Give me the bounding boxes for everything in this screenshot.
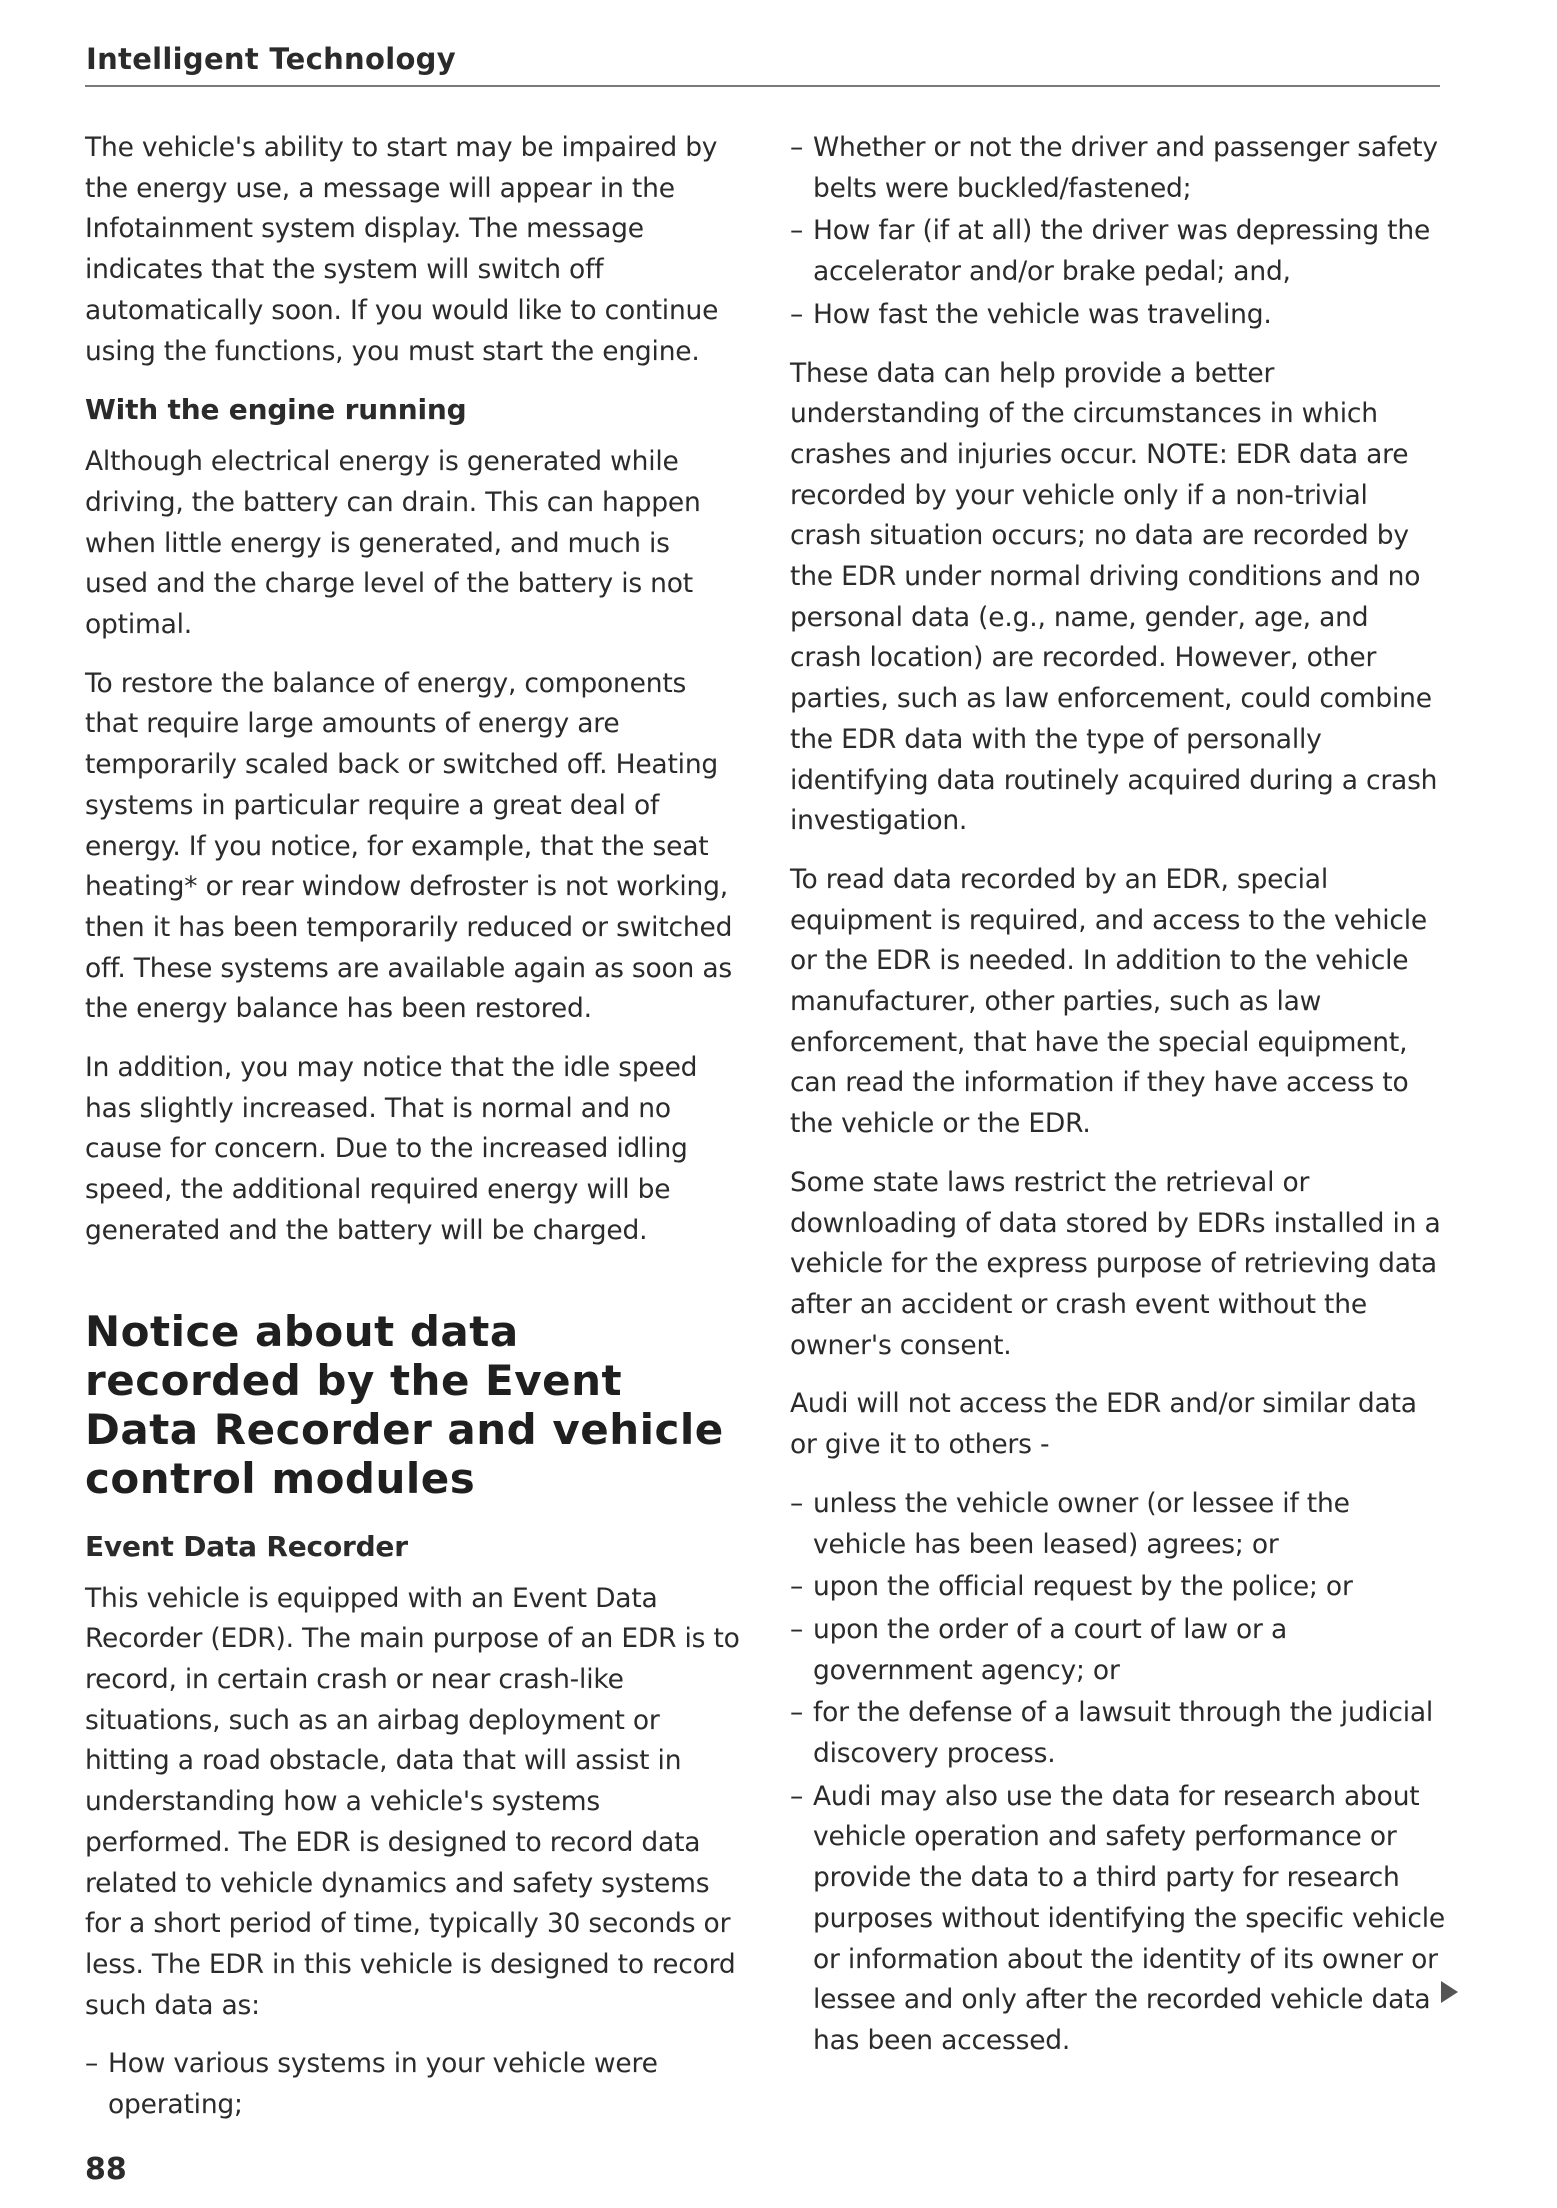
left-column — [85, 128, 740, 2144]
list-item: – Whether or not the driver and passenger safety belts were buckled/fastened; — [790, 128, 1445, 209]
edr-heading: Event Data Recorder — [85, 1529, 408, 1563]
edr-paragraph-2: These data can help provide a better understanding of the circumstances in which crashes and injuries occur. NOTE: EDR data are recorded by your vehicle only if a non-trivial crash situation occurs; no data are recorded by the EDR under normal driving conditions and no personal data (e.g., name, gender, age, and crash location) are recorded. However, other parties, such as law enforcement, could combine the EDR data with the type of personally identifying data routinely acquired during a crash investigation. — [790, 357, 1438, 837]
list-item: – for the defense of a lawsuit through the judicial discovery process. — [790, 1693, 1445, 1774]
edr-paragraph-5: Audi will not access the EDR and/or similar data or give it to others - — [790, 1388, 1417, 1461]
page-number: 88 — [85, 2152, 127, 2187]
list-item: – How fast the vehicle was traveling. — [790, 295, 1445, 336]
list-item: – upon the order of a court of law or a government agency; or — [790, 1610, 1445, 1691]
header-title: Intelligent Technology — [86, 42, 456, 76]
edr-paragraph-1: This vehicle is equipped with an Event Data Recorder (EDR). The main purpose of an EDR is to record, in certain crash or near crash-like situations, such as an airbag deployment or hitting a road obstacle, data that will assist in understanding how a vehicle's systems performed. The EDR is designed to record data related to vehicle dynamics and safety systems for a short period of time, typically 30 seconds or less. The EDR in this vehicle is designed to record such data as: — [85, 1582, 740, 2021]
list-item: – Audi may also use the data for research about vehicle operation and safety performance or provide the data to a third party for research purposes without identifying the specific vehicle or information about the identity of its owner or lessee and only after the recorded vehicle data has been accessed. — [790, 1777, 1445, 2062]
section-title: Notice about data recorded by the Event Data Recorder and vehicle control modules — [85, 1306, 724, 1503]
engine-running-heading: With the engine running — [85, 393, 467, 427]
access-conditions-list — [790, 1484, 1445, 2062]
edr-data-list — [85, 2044, 740, 2125]
continue-arrow-icon — [1441, 1981, 1458, 2003]
list-item: – unless the vehicle owner (or lessee if the vehicle has been leased) agrees; or — [790, 1484, 1445, 1565]
engine-paragraph-1: Although electrical energy is generated while driving, the battery can drain. This can happen when little energy is generated, and much is used and the charge level of the battery is not optimal. — [85, 446, 701, 641]
edr-paragraph-4: Some state laws restrict the retrieval or downloading of data stored by EDRs installed in a vehicle for the express purpose of retrieving data after an accident or crash event without the owner's consent. — [790, 1166, 1441, 1361]
list-item: – How various systems in your vehicle were operating; — [85, 2044, 740, 2125]
list-item: – How far (if at all) the driver was depressing the accelerator and/or brake pedal; and, — [790, 211, 1445, 292]
intro-paragraph: The vehicle's ability to start may be impaired by the energy use, a message will appear in the Infotainment system display. The message indicates that the system will switch off automatically soon. If you would like to continue using the functions, you must start the engine. — [85, 132, 719, 367]
engine-paragraph-2: To restore the balance of energy, components that require large amounts of energy are temporarily scaled back or switched off. Heating systems in particular require a great deal of energy. If you notice, for example, that the seat heating* or rear window defroster is not working, then it has been temporarily reduced or switched off. These systems are available again as soon as the energy balance has been restored. — [85, 667, 733, 1025]
right-column — [790, 128, 1445, 2080]
edr-data-list-continued — [790, 128, 1445, 336]
list-item: – upon the official request by the police; or — [790, 1567, 1445, 1608]
engine-paragraph-3: In addition, you may notice that the idle speed has slightly increased. That is normal and no cause for concern. Due to the increased idling speed, the additional required energy will be generated and the battery will be charged. — [85, 1052, 698, 1246]
edr-paragraph-3: To read data recorded by an EDR, special equipment is required, and access to the vehicle or the EDR is needed. In addition to the vehicle manufacturer, other parties, such as law enforcement, that have the special equipment, can read the information if they have access to the vehicle or the EDR. — [790, 863, 1428, 1140]
page-header — [85, 40, 1440, 87]
